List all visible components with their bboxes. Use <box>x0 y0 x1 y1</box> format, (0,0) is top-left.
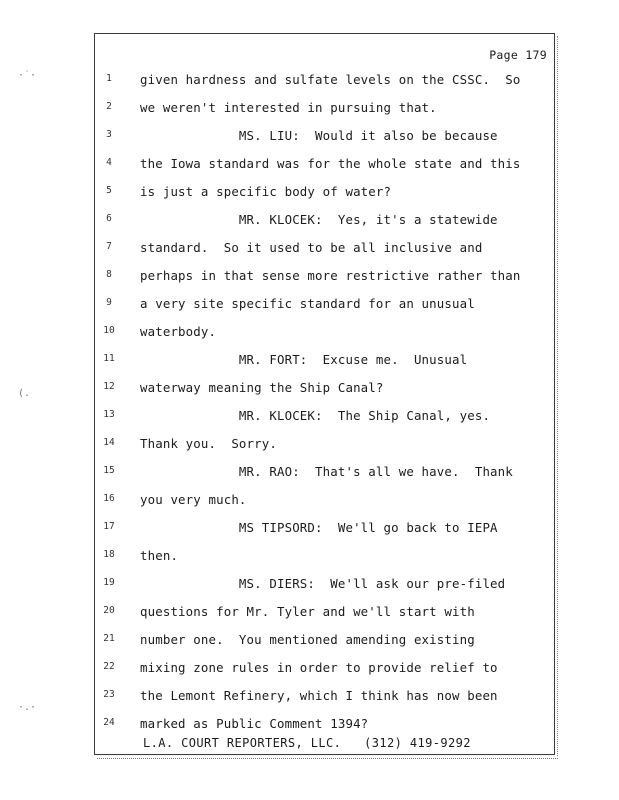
transcript-line <box>0 296 619 320</box>
line-text: MR. KLOCEK: The Ship Canal, yes. <box>140 408 491 423</box>
line-text: is just a specific body of water? <box>140 184 392 199</box>
line-text: the Iowa standard was for the whole state and this <box>140 156 521 171</box>
transcript-line <box>0 492 619 516</box>
line-text: given hardness and sulfate levels on the CSSC. So <box>140 72 521 87</box>
transcript-line <box>0 548 619 572</box>
line-number: 7 <box>106 241 112 252</box>
transcript-line <box>0 184 619 208</box>
line-number: 2 <box>106 101 112 112</box>
line-text: we weren't interested in pursuing that. <box>140 100 437 115</box>
transcript-line <box>0 324 619 348</box>
line-text: you very much. <box>140 492 247 507</box>
transcript-line <box>0 604 619 628</box>
line-text: marked as Public Comment 1394? <box>140 716 369 731</box>
line-text: then. <box>140 548 179 563</box>
line-number: 19 <box>103 577 115 588</box>
line-text: MS TIPSORD: We'll go back to IEPA <box>140 520 498 535</box>
line-number: 11 <box>103 353 115 364</box>
line-number: 23 <box>103 689 115 700</box>
transcript-line <box>0 660 619 684</box>
scan-mark: (. <box>18 388 31 399</box>
transcript-line <box>0 352 619 376</box>
reporter-footer: L.A. COURT REPORTERS, LLC. (312) 419-9292 <box>143 736 471 750</box>
line-text: standard. So it used to be all inclusive and <box>140 240 483 255</box>
transcript-line <box>0 156 619 180</box>
line-number: 1 <box>106 73 112 84</box>
line-text: MR. KLOCEK: Yes, it's a statewide <box>140 212 498 227</box>
transcript-line <box>0 100 619 124</box>
line-text: questions for Mr. Tyler and we'll start with <box>140 604 475 619</box>
line-text: number one. You mentioned amending existing <box>140 632 475 647</box>
line-text: mixing zone rules in order to provide relief to <box>140 660 498 675</box>
transcript-line <box>0 464 619 488</box>
transcript-line <box>0 632 619 656</box>
line-number: 4 <box>106 157 112 168</box>
line-number: 16 <box>103 493 115 504</box>
line-text: MS. LIU: Would it also be because <box>140 128 498 143</box>
line-number: 3 <box>106 129 112 140</box>
line-number: 18 <box>103 549 115 560</box>
line-number: 15 <box>103 465 115 476</box>
transcript-line <box>0 520 619 544</box>
line-number: 21 <box>103 633 115 644</box>
line-number: 14 <box>103 437 115 448</box>
line-text: perhaps in that sense more restrictive rather than <box>140 268 521 283</box>
line-number: 5 <box>106 185 112 196</box>
line-number: 22 <box>103 661 115 672</box>
transcript-line <box>0 380 619 404</box>
line-number: 24 <box>103 717 115 728</box>
transcript-line <box>0 576 619 600</box>
transcript-line <box>0 268 619 292</box>
scan-mark: ·.· <box>18 702 37 713</box>
transcript-line <box>0 436 619 460</box>
line-text: MS. DIERS: We'll ask our pre-filed <box>140 576 506 591</box>
line-number: 8 <box>106 269 112 280</box>
transcript-line <box>0 240 619 264</box>
scan-mark: ·˙· <box>18 70 37 81</box>
line-number: 13 <box>103 409 115 420</box>
line-text: a very site specific standard for an unusual <box>140 296 475 311</box>
line-text: Thank you. Sorry. <box>140 436 277 451</box>
line-text: MR. RAO: That's all we have. Thank <box>140 464 513 479</box>
line-number: 10 <box>103 325 115 336</box>
page-number: Page 179 <box>489 48 547 62</box>
line-number: 12 <box>103 381 115 392</box>
transcript-line <box>0 128 619 152</box>
transcript-line <box>0 688 619 712</box>
transcript-line <box>0 72 619 96</box>
transcript-line <box>0 408 619 432</box>
transcript-line <box>0 212 619 236</box>
line-text: MR. FORT: Excuse me. Unusual <box>140 352 468 367</box>
line-text: the Lemont Refinery, which I think has now been <box>140 688 498 703</box>
line-text: waterbody. <box>140 324 217 339</box>
line-number: 9 <box>106 297 112 308</box>
line-number: 17 <box>103 521 115 532</box>
line-number: 6 <box>106 213 112 224</box>
line-number: 20 <box>103 605 115 616</box>
line-text: waterway meaning the Ship Canal? <box>140 380 384 395</box>
